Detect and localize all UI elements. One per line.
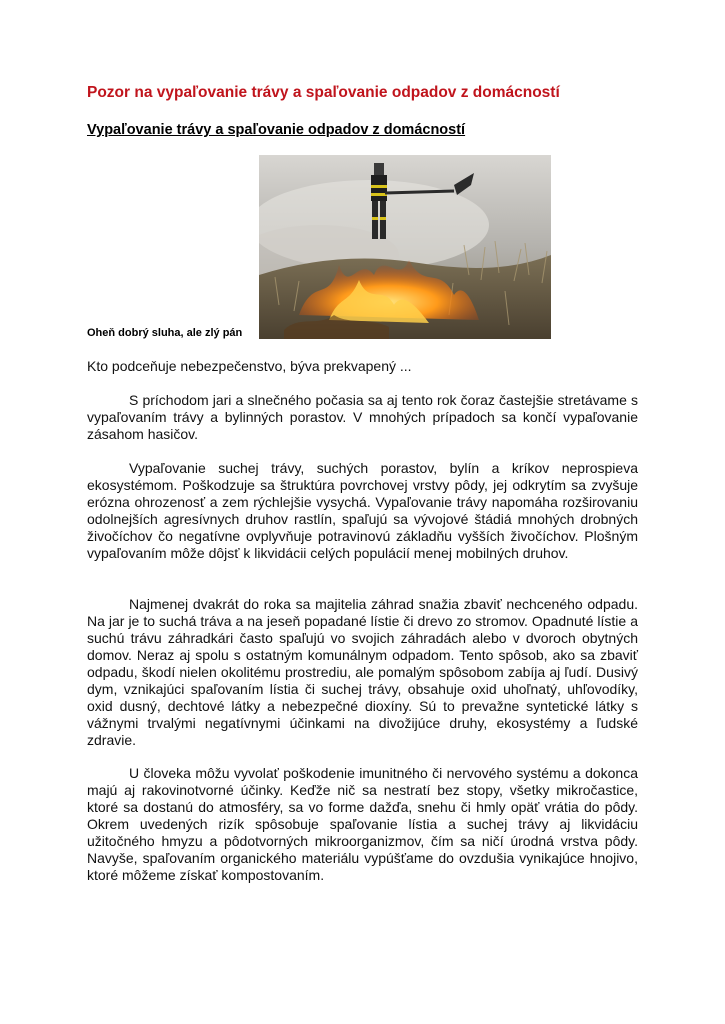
paragraph-text: U človeka môžu vyvolať poškodenie imunitného či nervového systému a dokonca majú aj rakovinotvorné účinky. Keďže nič sa nestratí bez stopy, všetky mikročastice, ktoré sa dostanú do atmosféry, sa vo forme dažďa, snehu či hmly opäť vrátia do pôdy. Okrem uvedených rizík spôsobuje spaľovanie lístia a suchej trávy aj likvidáciu užitočného hmyzu a pôdotvorných mikroorganizmov, čím sa ničí úrodná vrstva pôdy. Navyše, spaľovaním organického materiálu vypúšťame do ovzdušia vynikajúce hnojivo, ktoré môžeme získať kompostovaním. [87,765,638,883]
section-heading: Vypaľovanie trávy a spaľovanie odpadov z domácností [87,122,466,138]
paragraph [87,765,638,884]
paragraph-text: Vypaľovanie suchej trávy, suchých porastov, bylín a kríkov neprospieva ekosystémom. Poškodzuje sa štruktúra povrchovej vrstvy pôdy, jej odkrytím sa zvyšuje erózna ohrozenosť a zem rýchlejšie vysychá. Vypaľovanie trávy napomáha rozširovaniu odolnejších agresívnych druhov rastlín, spaľujú sa vývojové štádiá mnohých drobných živočíchov čo negatívne ovplyvňuje potravinovú základňu vyšších živočíchov. Plošným vypaľovaním môže dôjsť k likvidácii celých populácií menej mobilných druhov. [87,460,638,561]
paragraph-text: Najmenej dvakrát do roka sa majitelia záhrad snažia zbaviť nechceného odpadu. Na jar je to suchá tráva a na jeseň popadané lístie či drevo zo stromov. Opadnuté lístie a suchú trávu záhradkári často spaľujú vo svojich záhradách alebo v dvoroch obytných domov. Neraz aj spolu s ostatným komunálnym odpadom. Tento spôsob, ako sa zbaviť odpadu, škodí nielen okolitému prostrediu, ale pomalým spôsobom zabíja aj ľudí. Dusivý dym, vznikajúci spaľovaním lístia či suchej trávy, obsahuje oxid uhoľnatý, uhľovodíky, oxid dusný, dechtové látky a nebezpečné dioxíny. Sú to prevažne syntetické látky s vážnymi trvalými negatívnymi účinkami na divožijúce druhy, ekosystémy a ľudské zdravie. [87,596,638,748]
document-title: Pozor na vypaľovanie trávy a spaľovanie odpadov z domácností [87,84,560,101]
paragraph [87,392,638,443]
paragraph [87,596,638,749]
intro-line: Kto podceňuje nebezpečenstvo, býva prekvapený ... [87,358,412,374]
paragraph [87,460,638,562]
grass-fire-photo [259,155,551,339]
fire-illustration [259,155,551,339]
image-caption: Oheň dobrý sluha, ale zlý pán [87,327,243,339]
paragraph-text: S príchodom jari a slnečného počasia sa aj tento rok čoraz častejšie stretávame s vypaľovaním trávy a bylinných porastov. V mnohých prípadoch sa končí vypaľovanie zásahom hasičov. [87,392,638,442]
